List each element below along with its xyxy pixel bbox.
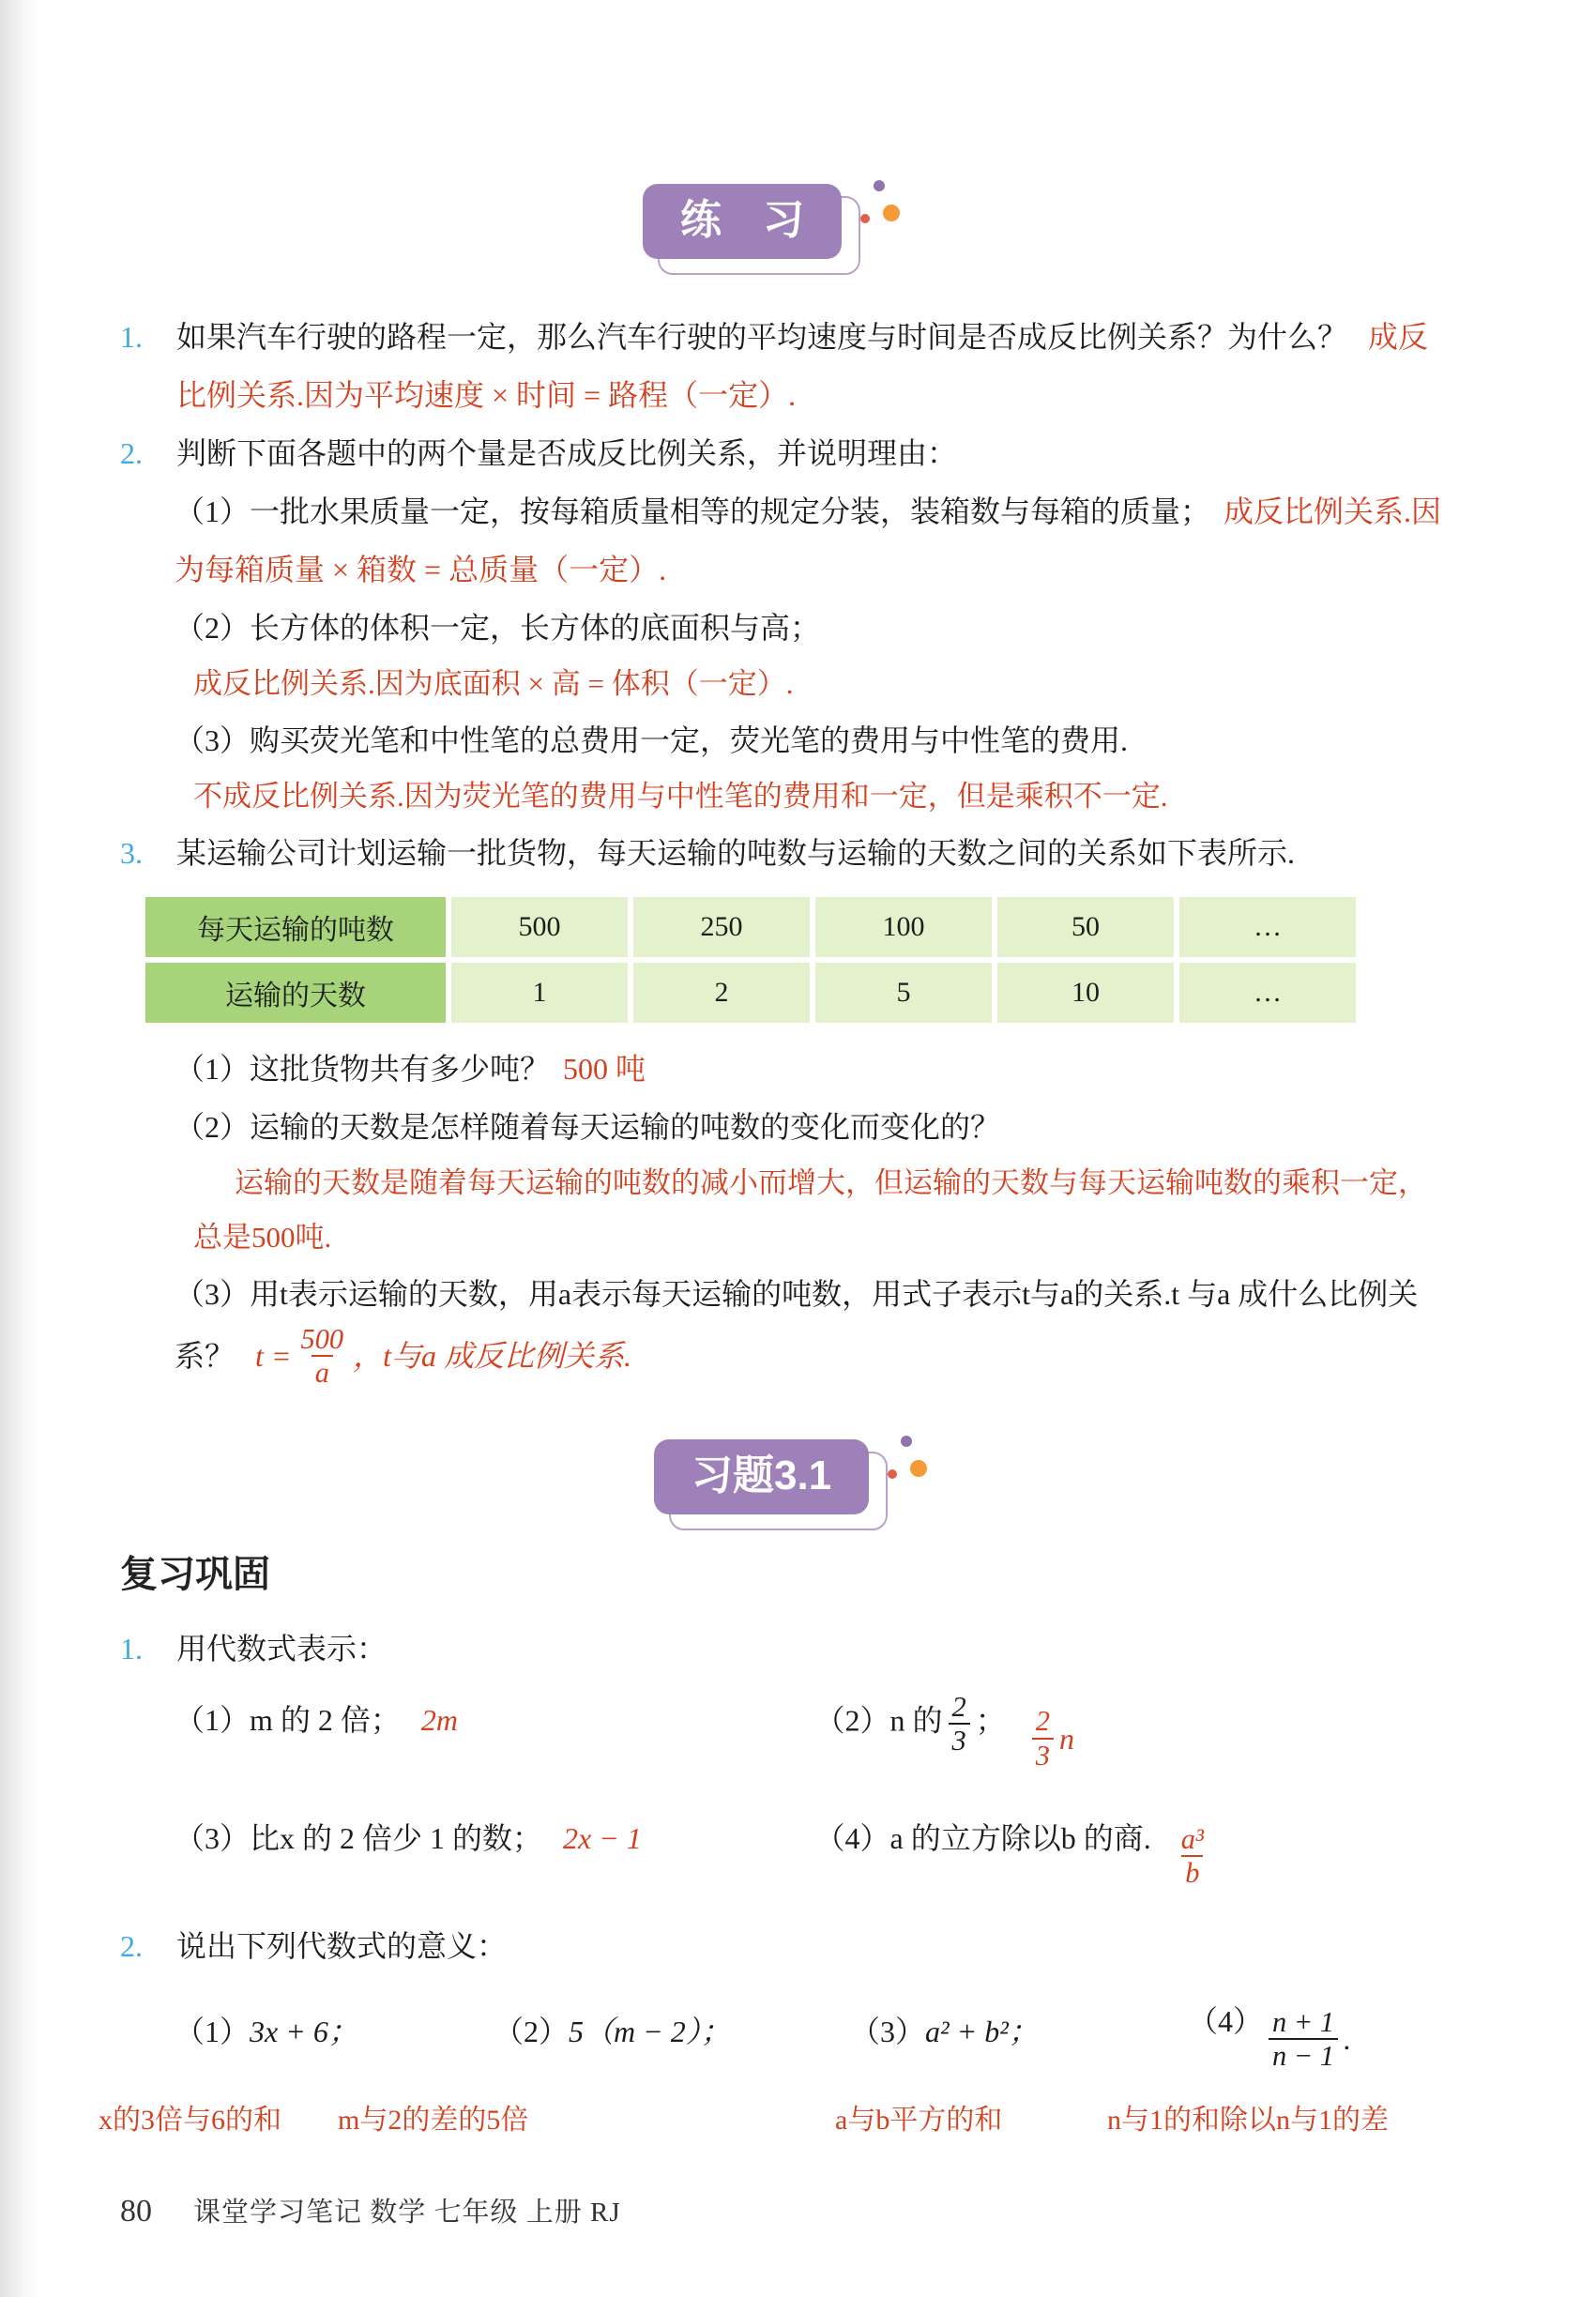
decor-dot-purple-icon [874,180,885,191]
expression: 5（m − 2）； [569,2015,731,2049]
expression: a² + b²； [925,2015,1039,2049]
handwritten-formula [255,1323,631,1389]
decor-dot-orange-icon [883,205,900,221]
handwritten-answer: m与2的差的5倍 [338,2104,529,2136]
question-number: 2. [120,436,143,470]
fraction-denominator: 3 [949,1723,970,1757]
item-label: （1） [175,1052,251,1086]
fraction-numerator: a³ [1180,1822,1205,1855]
item-label: （4） [814,1820,890,1855]
item-label: （2） [494,2015,570,2049]
question-text: 判断下面各题中的两个量是否成反比例关系，并说明理由： [176,436,958,470]
practice-q3-item-3 [120,1265,1455,1389]
question-text: 如果汽车行驶的路程一定，那么汽车行驶的平均速度与时间是否成反比例关系？为什么？ [176,320,1348,354]
question-number: 2. [120,1928,143,1963]
handwritten-answer: 2m [420,1703,459,1738]
handwritten-formula [1172,1823,1213,1889]
fraction-denominator: 3 [1032,1738,1054,1772]
question-text: 说出下列代数式的意义： [176,1928,508,1963]
table-row-header: 运输的天数 [145,963,446,1023]
item-label: （1） [175,494,251,528]
fraction [1269,2006,1338,2072]
expression: 3x + 6； [250,2015,358,2049]
exercise-badge-label: 习题3.1 [692,1453,832,1499]
fraction-denominator: b [1181,1855,1203,1889]
fraction [1032,1705,1054,1771]
item-label: （3） [175,723,251,757]
review-section-heading: 复习巩固 [120,1554,270,1596]
review-q2-answers [99,2100,1455,2141]
table-cell: 500 [451,897,628,957]
fraction-numerator: 2 [1035,1705,1050,1738]
item-label: （4） [1188,2003,1264,2038]
table-cell: 100 [815,897,992,957]
item-text: a 的立方除以b 的商. [889,1820,1151,1855]
review-question-1 [120,1620,1455,1678]
item-text-suffix: ； [975,1703,1006,1738]
item-text: 这批货物共有多少吨？ [250,1052,551,1086]
item-text: 长方体的体积一定，长方体的底面积与高； [250,611,821,645]
table-cell: 10 [997,963,1174,1023]
handwritten-answer: n与1的和除以n与1的差 [1107,2104,1389,2136]
fraction [1178,1823,1208,1889]
handwritten-answer: 不成反比例关系.因为荧光笔的费用与中性笔的费用和一定，但是乘积不一定. [193,780,1168,813]
item-label: （3） [850,2015,926,2049]
decor-dot-red-icon [888,1469,897,1479]
review-q1-item-4 [815,1809,1456,1889]
handwritten-answer: 成反比例关系.因为底面积 × 高 = 体积（一定）. [193,667,794,700]
decor-dot-orange-icon [910,1460,927,1477]
table-cell: … [1179,897,1356,957]
item-text: 比x 的 2 倍少 1 的数； [250,1820,543,1855]
handwritten-answer: 2x − 1 [563,1820,642,1855]
practice-question-3 [120,824,1455,882]
practice-q3-item-2 [120,1098,1455,1265]
handwritten-answer: 运输的天数是随着每天运输的吨数的减小而增大，但运输的天数与每天运输吨数的乘积一定，总是500吨. [193,1166,1427,1254]
review-q2-item-4 [1188,1992,1455,2072]
practice-badge-label: 练 习 [680,197,804,243]
table-cell: 250 [633,897,810,957]
table-cell: 50 [997,897,1174,957]
item-text: m 的 2 倍； [250,1703,401,1738]
review-q1-item-3 [175,1809,815,1889]
review-q2-item-1 [175,2002,494,2061]
question-number: 3. [120,836,143,870]
review-q2-item-3 [850,2002,1188,2061]
review-q2-item-2 [494,2002,850,2061]
question-number: 1. [120,1632,143,1666]
practice-badge-row [120,184,1455,265]
expression-suffix: . [1344,2021,1352,2056]
practice-q2-item-2 [120,599,1455,711]
practice-question-2 [120,424,1455,482]
handwritten-answer: x的3倍与6的和 [99,2104,281,2136]
question-text: 用代数式表示： [176,1632,388,1666]
fraction [297,1323,348,1389]
fraction-denominator: a [312,1355,333,1389]
question-body [176,308,1455,424]
formula-prefix: t = [255,1339,292,1374]
fraction-numerator: n + 1 [1272,2005,1335,2038]
practice-q2-item-1 [120,482,1455,599]
table-cell: 5 [815,963,992,1023]
table-cell: 1 [451,963,628,1023]
review-q1-item-1 [175,1691,815,1771]
item-text: 购买荧光笔和中性笔的总费用一定，荧光笔的费用与中性笔的费用. [250,723,1129,757]
footer-caption: 课堂学习笔记 数学 七年级 上册 RJ [193,2198,621,2228]
item-label: （3） [175,1277,251,1311]
practice-question-1 [120,308,1455,424]
item-label: （2） [814,1703,890,1738]
item-label: （1） [175,1703,251,1738]
item-text: 运输的天数是怎样随着每天运输的吨数的变化而变化的？ [250,1110,1001,1144]
item-label: （2） [175,1110,251,1144]
handwritten-answer: 成反比例关系.因为平均速度 × 时间 = 路程（一定）. [176,320,1429,412]
question-text: 某运输公司计划运输一批货物，每天运输的吨数与运输的天数之间的关系如下表所示. [176,836,1296,870]
decor-dot-red-icon [860,214,870,223]
item-text: n 的 [889,1703,943,1738]
item-text: 一批水果质量一定，按每箱质量相等的规定分装，装箱数与每箱的质量； [250,494,1211,528]
handwritten-answer: a与b平方的和 [835,2104,1003,2136]
review-q1-item-2 [815,1691,1456,1771]
item-label: （3） [175,1820,251,1855]
exercise-section-badge [654,1439,869,1514]
exercise-badge-row [120,1439,1455,1520]
practice-q3-item-1 [120,1040,1455,1098]
review-q1-items [120,1691,1455,1889]
page-number: 80 [120,2194,152,2229]
formula-suffix: ，t与a 成反比例关系. [353,1339,631,1374]
decor-dot-purple-icon [901,1436,912,1447]
handwritten-answer: 500 吨 [563,1052,646,1086]
practice-q2-item-3 [120,711,1455,824]
review-q2-expressions [120,1992,1455,2072]
review-question-2 [120,1917,1455,1975]
page-footer [120,2191,621,2229]
question-number: 1. [120,320,143,354]
formula-suffix: n [1058,1721,1074,1756]
practice-section-badge [643,184,842,259]
item-text: 用t表示运输的天数，用a表示每天运输的吨数，用式子表示t与a的关系.t 与a 成什么比例关系？ [175,1277,1419,1374]
fraction-numerator: 500 [300,1323,344,1355]
table-cell: … [1179,963,1356,1023]
expression-fraction [1263,2006,1351,2072]
table-row-header: 每天运输的吨数 [145,897,446,957]
fraction [949,1691,970,1757]
fraction-denominator: n − 1 [1269,2038,1338,2072]
handwritten-answer: 成反比例关系.因为每箱质量 × 箱数 = 总质量（一定）. [175,494,1442,586]
handwritten-formula [1026,1705,1074,1771]
item-label: （1） [175,2015,251,2049]
transport-data-table [145,897,1455,1023]
fraction-numerator: 2 [951,1691,966,1724]
table-cell: 2 [633,963,810,1023]
item-label: （2） [175,611,251,645]
